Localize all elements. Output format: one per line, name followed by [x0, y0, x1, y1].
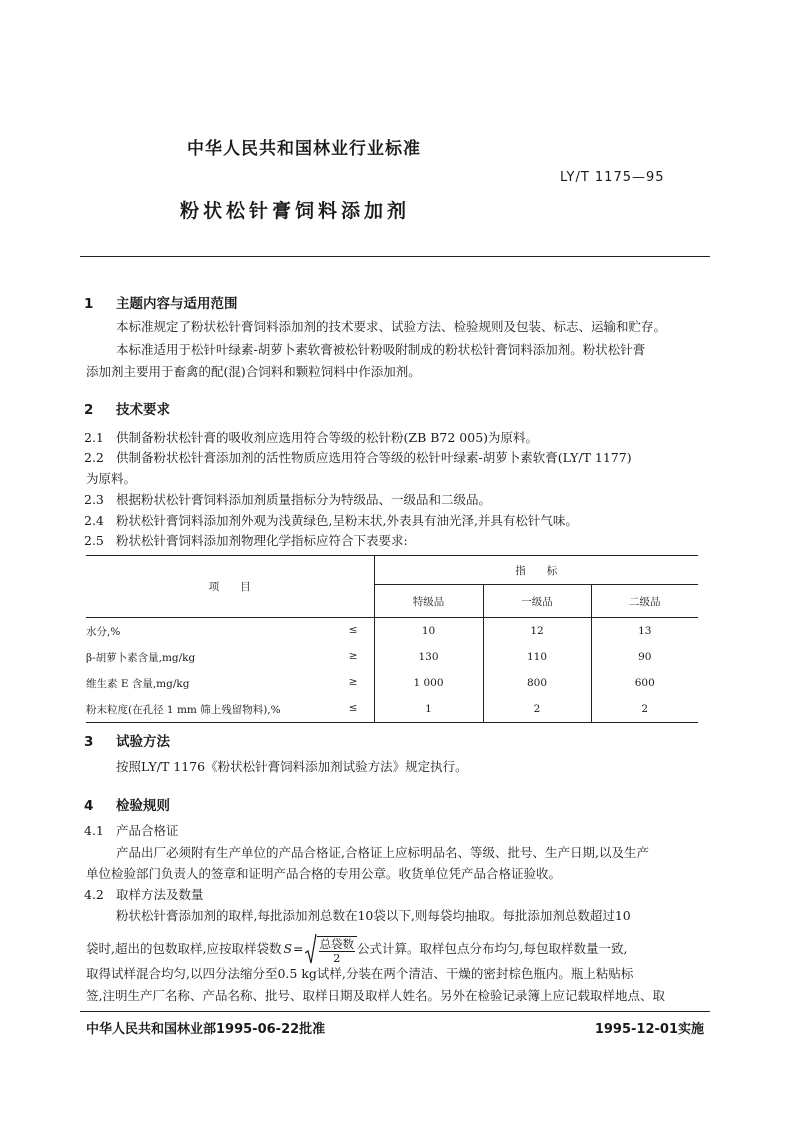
clause-number: 2.5	[84, 533, 104, 548]
clause-number: 2.1	[84, 430, 104, 445]
table-header-index: 指 标	[374, 556, 698, 585]
clause-number: 2.3	[84, 492, 104, 507]
paragraph: 本标准适用于松针叶绿素-胡萝卜素软膏被松针粉吸附制成的粉状松针膏饲料添加剂。粉状松针膏	[116, 342, 646, 357]
table-cell-value: 130	[374, 644, 483, 670]
table-cell-name	[86, 696, 374, 723]
paragraph: 单位检验部门负责人的签章和证明产品合格的专用公章。收货单位凭产品合格证验收。	[86, 866, 562, 881]
formula-fraction	[317, 936, 358, 965]
section-title: 技术要求	[116, 402, 170, 418]
section-1-heading	[84, 292, 238, 312]
spec-table	[86, 555, 698, 723]
clause-number: 2.4	[84, 513, 104, 528]
table-cell-value: 12	[483, 618, 591, 645]
comparison-sign: ≥	[348, 675, 358, 688]
table-cell-value: 1 000	[374, 670, 483, 696]
clause-number: 4.2	[84, 887, 104, 902]
table-cell-value: 800	[483, 670, 591, 696]
table-header-grade: 二级品	[629, 595, 661, 608]
formula-numerator: 总袋数	[319, 936, 355, 951]
comparison-sign: ≤	[348, 701, 358, 714]
table-row	[86, 618, 698, 645]
clause-2-3	[84, 489, 491, 511]
paragraph: 添加剂主要用于畜禽的配(混)合饲料和颗粒饲料中作添加剂。	[86, 364, 421, 379]
row-name: 维生素 E 含量,mg/kg	[86, 677, 190, 690]
clause-text: 粉状松针膏饲料添加剂物理化学指标应符合下表要求:	[116, 533, 408, 548]
clause-text: 粉状松针膏饲料添加剂外观为浅黄绿色,呈粉末状,外表具有油光泽,并具有松针气味。	[116, 513, 578, 528]
formula-trail-text: 公式计算。取样包点分布均匀,每包取样数量一致,	[357, 941, 628, 956]
footer-divider	[80, 1011, 710, 1012]
document-title: 粉状松针膏饲料添加剂	[180, 200, 411, 222]
clause-number: 4.1	[84, 823, 104, 838]
formula-variable: S	[283, 941, 293, 956]
clause-2-4	[84, 510, 578, 532]
clause-2-5	[84, 530, 408, 552]
subsection-title: 取样方法及数量	[116, 887, 204, 902]
table-cell-name	[86, 644, 374, 670]
clause-2-2	[84, 447, 632, 469]
spec-table-wrapper	[86, 555, 698, 723]
standard-category-title: 中华人民共和国林业行业标准	[187, 139, 421, 159]
comparison-sign: ≥	[348, 649, 358, 662]
section-number: 2	[84, 402, 94, 418]
subsection-title: 产品合格证	[116, 823, 179, 838]
table-header-grade: 特级品	[374, 585, 483, 618]
table-cell-value: 2	[641, 703, 649, 715]
clause-number: 2.2	[84, 450, 104, 465]
subsection-4-2-heading	[84, 884, 204, 906]
paragraph: 粉状松针膏添加剂的取样,每批添加剂总数在10袋以下,则每袋均抽取。每批添加剂总数超过10	[116, 908, 631, 923]
effective-date: 1995-12-01实施	[594, 1022, 704, 1037]
section-number: 3	[84, 734, 94, 750]
section-2-heading	[84, 398, 170, 418]
comparison-sign: ≤	[348, 623, 358, 636]
sqrt-sign-icon	[305, 933, 317, 965]
paragraph: 签,注明生产厂名称、产品名称、批号、取样日期及取样人姓名。另外在检验记录簿上应记载取样地点、取	[86, 988, 665, 1003]
paragraph: 按照LY/T 1176《粉状松针膏饲料添加剂试验方法》规定执行。	[116, 759, 468, 774]
formula-denominator: 2	[333, 950, 341, 965]
paragraph: 本标准规定了粉状松针膏饲料添加剂的技术要求、试验方法、检验规则及包装、标志、运输和贮存。	[116, 319, 667, 334]
section-title: 主题内容与适用范围	[116, 296, 238, 312]
clause-2-1	[84, 427, 538, 449]
section-3-heading	[84, 730, 170, 750]
approval-date: 中华人民共和国林业部1995-06-22批准	[86, 1022, 326, 1037]
section-title: 试验方法	[116, 734, 170, 750]
formula-equals: =	[293, 941, 304, 956]
row-name: 水分,%	[86, 625, 121, 638]
table-row	[86, 670, 698, 696]
header-divider	[80, 256, 710, 257]
formula-lead-text: 袋时,超出的包数取样,应按取样袋数	[86, 941, 282, 956]
subsection-4-1-heading	[84, 820, 179, 842]
clause-text: 供制备粉状松针膏添加剂的活性物质应选用符合等级的松针叶绿素-胡萝卜素软膏(LY/T 1177)	[116, 450, 632, 465]
table-cell-value: 1	[374, 696, 483, 723]
table-row	[86, 644, 698, 670]
table-cell-value: 90	[638, 651, 652, 663]
table-header-item: 项 目	[86, 556, 374, 618]
table-cell-name	[86, 618, 374, 645]
clause-text: 根据粉状松针膏饲料添加剂质量指标分为特级品、一级品和二级品。	[116, 492, 492, 507]
table-row	[86, 696, 698, 723]
clause-text: 供制备粉状松针膏的吸收剂应选用符合等级的松针粉(ZB B72 005)为原料。	[116, 430, 539, 445]
paragraph: 取得试样混合均匀,以四分法缩分至0.5 kg试样,分装在两个清洁、干燥的密封棕色瓶内。瓶上粘贴标	[86, 966, 634, 981]
section-number: 4	[84, 798, 94, 814]
table-cell-value: 110	[483, 644, 591, 670]
paragraph: 产品出厂必须附有生产单位的产品合格证,合格证上应标明品名、等级、批号、生产日期,以及生产	[116, 845, 649, 860]
section-title: 检验规则	[116, 798, 170, 814]
standard-code: LY/T 1175—95	[560, 170, 665, 185]
row-name: 粉末粒度(在孔径 1 mm 筛上残留物料),%	[86, 703, 281, 716]
table-cell-value: 13	[638, 625, 652, 637]
clause-2-2-continued: 为原料。	[86, 471, 137, 486]
table-cell-value: 10	[374, 618, 483, 645]
section-number: 1	[84, 296, 94, 312]
row-name: β-胡萝卜素含量,mg/kg	[86, 651, 196, 664]
table-cell-value: 600	[634, 677, 655, 689]
table-cell-value: 2	[483, 696, 591, 723]
table-header-grade: 一级品	[483, 585, 591, 618]
section-4-heading	[84, 794, 170, 814]
formula-line	[86, 933, 627, 965]
table-cell-name	[86, 670, 374, 696]
